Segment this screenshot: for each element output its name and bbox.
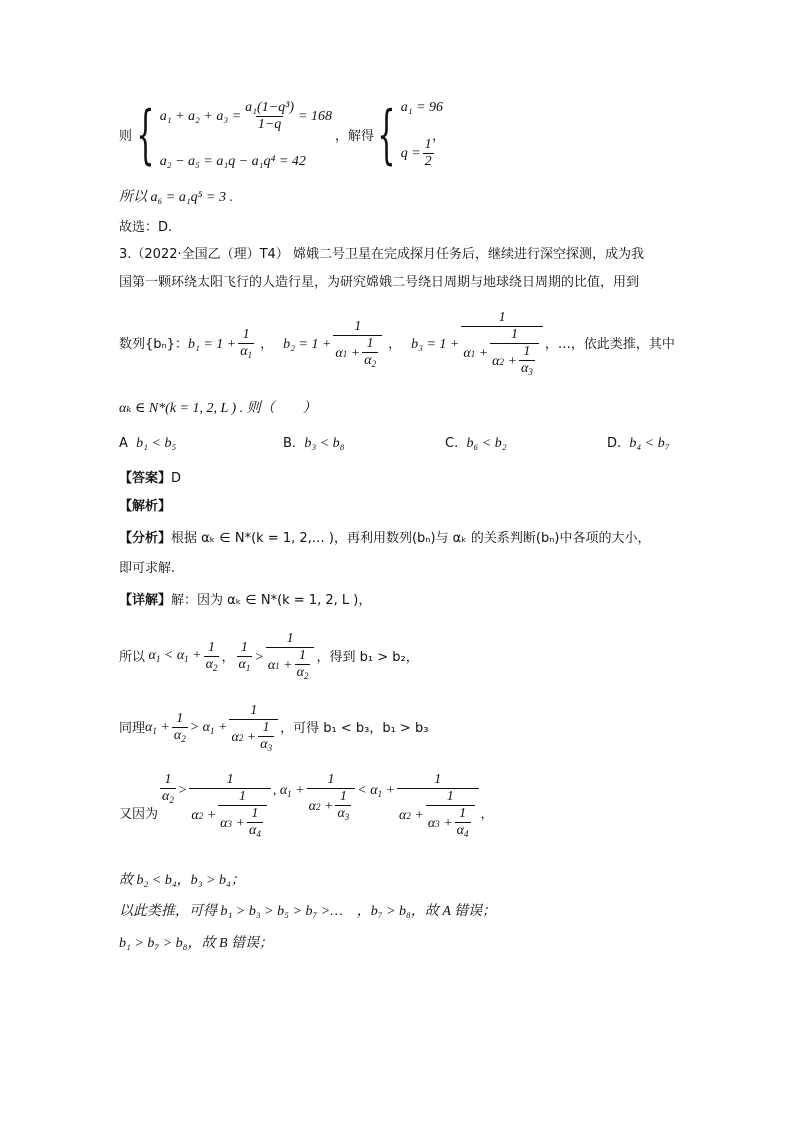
analysis-line-2: 即可求解. (119, 561, 176, 576)
step-5: 以此类推，可得 b₁ > b₃ > b₅ > b₇ >… ，b₇ > b₈，故 A 错误； (119, 904, 497, 919)
fraction: $\frac{1}{2}$ (424, 137, 432, 169)
condition-line: αₖ ∈ N*(k = 1, 2, L ) . 则（ ） (119, 401, 317, 416)
question-line-2: 国第一颗环绕太阳飞行的人造行星，为研究嫦娥二号绕日周期与地球绕日周期的比值，用到 (119, 275, 640, 290)
question-line-1: 3.（2022·全国乙（理）T4） 嫦娥二号卫星在完成探月任务后，继续进行深空探测，成为我 (119, 247, 644, 262)
option-b: B. b₃ < b₈ (283, 436, 345, 451)
sequence-definition: 数列{bₙ}： b₁ = 1 + $\frac{1}{\alpha_1}$ ， b₂ = 1 + 1 α 1 + $\frac{1}{\alpha_2}$ ， b₃ = 1 + 1 α 1 + 1 α 2 + $\frac{1}{\alpha_3}$ ，…，依此类推，其中 (119, 310, 675, 380)
option-d: D. b₄ < b₇ (607, 436, 670, 451)
step-6: b₁ > b₇ > b₈，故 B 错误； (119, 936, 274, 951)
left-brace: { (377, 98, 396, 172)
left-brace: { (136, 98, 155, 172)
choice-line: 故选：D. (119, 220, 173, 235)
system1-row2: a₂ − a₅ = a₁q − a₁q⁴ = 42 (159, 154, 306, 169)
detail-line: 【详解】解：因为 αₖ ∈ N*(k = 1, 2, L )， (119, 593, 372, 608)
equation-system-1 (133, 100, 332, 170)
then-label: 则 (119, 129, 133, 144)
option-c: C. b₆ < b₂ (445, 436, 507, 451)
analysis-tag: 【解析】 (119, 499, 172, 514)
system1-row1: a₁ + a₂ + a₃ = $\frac{\text{a₁(1−q³)}}{1-q}$ = 168 (159, 100, 332, 132)
solve-label: ，解得 (335, 129, 375, 144)
step-2: 同理 $\alpha_1$ + $\frac{1}{\alpha_2}$ > $\alpha_1$ + 1 α 2 + $\frac{1}{\alpha_3}$ ，可得 b₁ < b₃，b₁ > b₃ (119, 698, 428, 760)
trailing-comma: ， (432, 129, 446, 144)
system2-row1: a₁ = 96 (400, 100, 444, 115)
step-3: 又因为 $\frac{1}{\alpha_2}$ > 1 α 2 + 1 α 3 + $\frac{1}{\alpha_4}$ , $\alpha_1$ + 1 α 2 + $\frac{1}{\alpha_3}$ < $\alpha_1$ + 1 α 2 + 1 α 3 + $\frac{1}{\alpha_4}$ ， (119, 772, 494, 858)
answer-line: 【答案】D (119, 471, 182, 486)
so-line: 所以 a₆ = a₁q⁵ = 3 . (119, 190, 233, 205)
step-1: 所以 $\alpha_1 < \alpha_1$ + $\frac{1}{\alpha_2}$ ， $\frac{1}{\alpha_1}$ > 1 α 1 + $\frac{1}{\alpha_2}$ ，得到 b₁ > b₂， (119, 630, 419, 685)
fraction: $\frac{\text{a₁(1−q³)}}{1-q}$ (245, 100, 295, 132)
analysis-line: 【分析】根据 αₖ ∈ N*(k = 1, 2,… )，再利用数列(bₙ)与 αₖ 的关系判断(bₙ)中各项的大小， (119, 531, 651, 546)
system2-row2: q = $\frac{1}{2}$ (400, 137, 432, 169)
option-a: A b₁ < b₅ (119, 436, 177, 451)
step-4: 故 b₂ < b₄，b₃ > b₄； (119, 873, 245, 888)
